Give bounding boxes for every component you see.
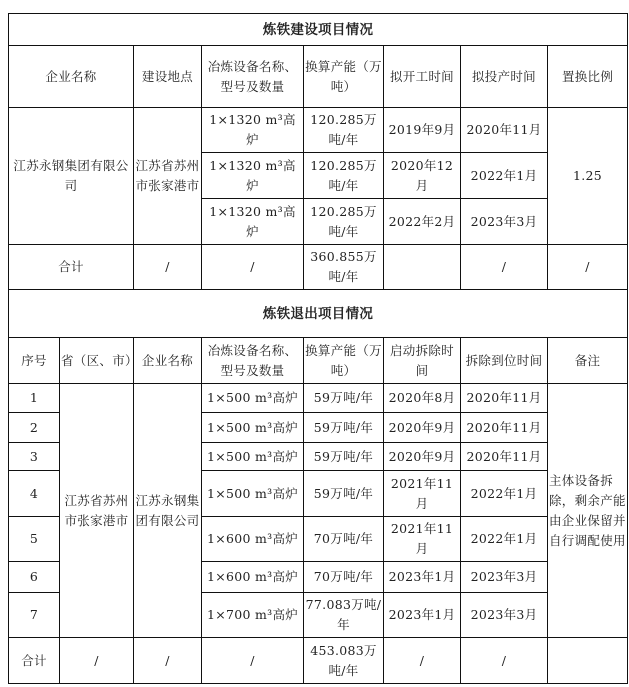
capacity-cell: 59万吨/年 (304, 413, 384, 443)
equipment-cell: 1×600 m³高炉 (202, 517, 304, 562)
capacity-cell: 59万吨/年 (304, 443, 384, 471)
start-cell: 2023年1月 (384, 562, 461, 593)
total-end: / (461, 638, 548, 684)
capacity-cell: 77.083万吨/年 (304, 593, 384, 638)
start-cell: 2021年11月 (384, 517, 461, 562)
capacity-cell: 70万吨/年 (304, 562, 384, 593)
company-cell: 江苏永钢集团有限公司 (134, 384, 202, 638)
capacity-cell: 70万吨/年 (304, 517, 384, 562)
exit-title: 炼铁退出项目情况 (9, 290, 628, 338)
total-production: / (461, 245, 548, 290)
start-cell: 2019年9月 (384, 108, 461, 153)
equipment-cell: 1×1320 m³高炉 (202, 199, 304, 245)
start-cell: 2021年11月 (384, 471, 461, 517)
header-company: 企业名称 (9, 46, 134, 108)
remark-cell: 主体设备拆除，剩余产能由企业保留并自行调配使用 (548, 384, 628, 638)
header-capacity: 换算产能（万吨） (304, 338, 384, 384)
total-label: 合计 (9, 245, 134, 290)
header-location: 建设地点 (134, 46, 202, 108)
total-location: / (134, 245, 202, 290)
total-province: / (60, 638, 134, 684)
production-cell: 2020年11月 (461, 108, 548, 153)
no-cell: 5 (9, 517, 60, 562)
capacity-cell: 120.285万吨/年 (304, 108, 384, 153)
total-equipment: / (202, 245, 304, 290)
exit-table (8, 289, 628, 684)
end-cell: 2020年11月 (461, 413, 548, 443)
capacity-cell: 59万吨/年 (304, 384, 384, 413)
header-remark: 备注 (548, 338, 628, 384)
start-cell: 2020年9月 (384, 443, 461, 471)
end-cell: 2022年1月 (461, 517, 548, 562)
equipment-cell: 1×500 m³高炉 (202, 384, 304, 413)
total-start: / (384, 638, 461, 684)
start-cell: 2020年8月 (384, 384, 461, 413)
no-cell: 7 (9, 593, 60, 638)
header-production: 拟投产时间 (461, 46, 548, 108)
header-capacity: 换算产能（万吨） (304, 46, 384, 108)
ratio-cell: 1.25 (548, 108, 628, 245)
capacity-cell: 120.285万吨/年 (304, 199, 384, 245)
table-row (9, 108, 628, 153)
no-cell: 6 (9, 562, 60, 593)
location-cell: 江苏省苏州市张家港市 (134, 108, 202, 245)
total-start (384, 245, 461, 290)
header-start: 启动拆除时间 (384, 338, 461, 384)
header-equipment: 冶炼设备名称、型号及数量 (202, 338, 304, 384)
construction-title: 炼铁建设项目情况 (9, 14, 628, 46)
total-capacity: 360.855万吨/年 (304, 245, 384, 290)
production-cell: 2023年3月 (461, 199, 548, 245)
header-end: 拆除到位时间 (461, 338, 548, 384)
total-ratio: / (548, 245, 628, 290)
no-cell: 1 (9, 384, 60, 413)
equipment-cell: 1×500 m³高炉 (202, 443, 304, 471)
header-no: 序号 (9, 338, 60, 384)
no-cell: 3 (9, 443, 60, 471)
header-company: 企业名称 (134, 338, 202, 384)
equipment-cell: 1×1320 m³高炉 (202, 153, 304, 199)
start-cell: 2022年2月 (384, 199, 461, 245)
total-company: / (134, 638, 202, 684)
end-cell: 2020年11月 (461, 443, 548, 471)
company-cell: 江苏永钢集团有限公司 (9, 108, 134, 245)
total-row (9, 245, 628, 290)
total-equipment: / (202, 638, 304, 684)
capacity-cell: 120.285万吨/年 (304, 153, 384, 199)
equipment-cell: 1×600 m³高炉 (202, 562, 304, 593)
header-province: 省（区、市） (60, 338, 134, 384)
start-cell: 2020年12月 (384, 153, 461, 199)
no-cell: 2 (9, 413, 60, 443)
equipment-cell: 1×1320 m³高炉 (202, 108, 304, 153)
total-capacity: 453.083万吨/年 (304, 638, 384, 684)
equipment-cell: 1×500 m³高炉 (202, 471, 304, 517)
end-cell: 2020年11月 (461, 384, 548, 413)
no-cell: 4 (9, 471, 60, 517)
construction-table (8, 13, 628, 290)
end-cell: 2023年3月 (461, 593, 548, 638)
header-ratio: 置换比例 (548, 46, 628, 108)
header-equipment: 冶炼设备名称、型号及数量 (202, 46, 304, 108)
start-cell: 2023年1月 (384, 593, 461, 638)
header-start: 拟开工时间 (384, 46, 461, 108)
end-cell: 2022年1月 (461, 471, 548, 517)
start-cell: 2020年9月 (384, 413, 461, 443)
table-row (9, 384, 628, 413)
capacity-cell: 59万吨/年 (304, 471, 384, 517)
equipment-cell: 1×500 m³高炉 (202, 413, 304, 443)
equipment-cell: 1×700 m³高炉 (202, 593, 304, 638)
total-label: 合计 (9, 638, 60, 684)
production-cell: 2022年1月 (461, 153, 548, 199)
end-cell: 2023年3月 (461, 562, 548, 593)
total-remark (548, 638, 628, 684)
province-cell: 江苏省苏州市张家港市 (60, 384, 134, 638)
total-row (9, 638, 628, 684)
